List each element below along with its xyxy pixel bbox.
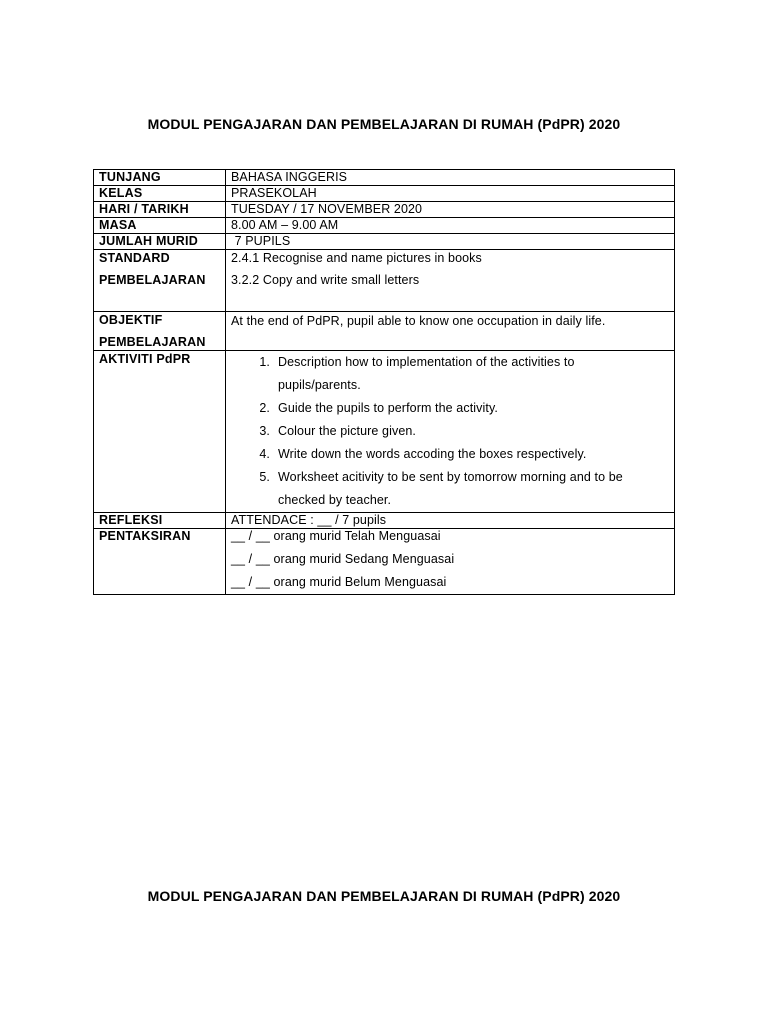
value-objektif-pembelajaran: At the end of PdPR, pupil able to know one occupation in daily life. [226, 312, 675, 351]
value-kelas: PRASEKOLAH [226, 186, 675, 202]
value-refleksi: ATTENDACE : __ / 7 pupils [226, 513, 675, 529]
value-standard-pembelajaran [226, 250, 675, 312]
standard-item-1: 2.4.1 Recognise and name pictures in books [231, 251, 482, 265]
table-row-tunjang [94, 170, 675, 186]
list-item-text-continued: checked by teacher. [278, 493, 392, 507]
table-row-pentaksiran [94, 529, 675, 595]
jumlah-murid-text: 7 PUPILS [231, 234, 291, 248]
table-row-refleksi [94, 513, 675, 529]
pentaksiran-line-belum: __ / __ orang murid Belum Menguasai [231, 575, 447, 589]
list-item-number: 1. [259, 355, 270, 369]
table-row-objektif [94, 312, 675, 351]
label-aktiviti-pdpr: AKTIVITI PdPR [94, 351, 226, 513]
value-pentaksiran [226, 529, 675, 595]
table-row-hari-tarikh [94, 202, 675, 218]
table-row-jumlah-murid [94, 234, 675, 250]
list-item-text: Worksheet acitivity to be sent by tomorrow morning and to be [278, 470, 623, 484]
table-row-masa [94, 218, 675, 234]
label-jumlah-murid: JUMLAH MURID [94, 234, 226, 250]
document-title: MODUL PENGAJARAN DAN PEMBELAJARAN DI RUMAH (PdPR) 2020 [147, 116, 621, 132]
label-masa: MASA [94, 218, 226, 234]
pentaksiran-line-sedang: __ / __ orang murid Sedang Menguasai [231, 552, 455, 566]
table-row-standard [94, 250, 675, 312]
list-item [231, 420, 674, 443]
value-jumlah-murid [226, 234, 675, 250]
list-item [231, 466, 674, 512]
list-item-text: Colour the picture given. [278, 424, 416, 438]
label-standard-line-2: PEMBELAJARAN [99, 273, 206, 287]
list-item-text-continued: pupils/parents. [278, 378, 361, 392]
label-hari-tarikh: HARI / TARIKH [94, 202, 226, 218]
table-row-kelas [94, 186, 675, 202]
list-item-number: 3. [259, 424, 270, 438]
document-title-repeat: MODUL PENGAJARAN DAN PEMBELAJARAN DI RUMAH (PdPR) 2020 [147, 888, 621, 904]
lesson-plan-table [93, 169, 675, 595]
list-item [231, 351, 674, 397]
value-tunjang: BAHASA INGGERIS [226, 170, 675, 186]
value-aktiviti-pdpr [226, 351, 675, 513]
label-standard-line-1: STANDARD [99, 251, 170, 265]
label-objektif-pembelajaran [94, 312, 226, 351]
label-kelas: KELAS [94, 186, 226, 202]
pentaksiran-line-telah: __ / __ orang murid Telah Menguasai [231, 529, 441, 543]
value-hari-tarikh: TUESDAY / 17 NOVEMBER 2020 [226, 202, 675, 218]
label-refleksi: REFLEKSI [94, 513, 226, 529]
list-item [231, 397, 674, 420]
label-objektif-line-2: PEMBELAJARAN [99, 335, 206, 349]
list-item-text: Write down the words accoding the boxes respectively. [278, 447, 587, 461]
list-item-number: 5. [259, 470, 270, 484]
label-pentaksiran: PENTAKSIRAN [94, 529, 226, 595]
label-tunjang: TUNJANG [94, 170, 226, 186]
list-item-text: Guide the pupils to perform the activity. [278, 401, 498, 415]
table-row-aktiviti [94, 351, 675, 513]
list-item-text: Description how to implementation of the activities to [278, 355, 575, 369]
list-item [231, 443, 674, 466]
list-item-number: 2. [259, 401, 270, 415]
label-objektif-line-1: OBJEKTIF [99, 313, 163, 327]
list-item-number: 4. [259, 447, 270, 461]
activity-list [231, 351, 674, 512]
standard-item-2: 3.2.2 Copy and write small letters [231, 273, 420, 287]
label-standard-pembelajaran [94, 250, 226, 312]
value-masa: 8.00 AM – 9.00 AM [226, 218, 675, 234]
